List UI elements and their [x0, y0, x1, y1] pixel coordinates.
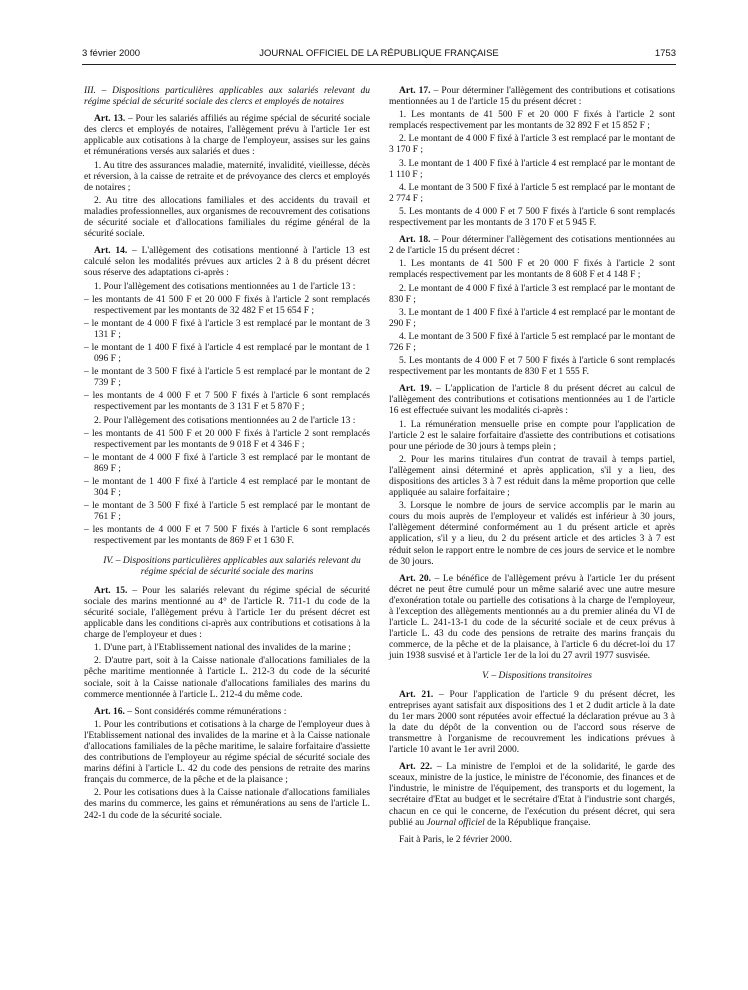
article-15-paragraph: 1. D'une part, à l'Etablissement national des invalides de la marine ;: [94, 643, 351, 654]
list-item: 1. Les montants de 41 500 F et 20 000 F fixés à l'article 2 sont remplacés respectivement par les montants de 8 608 F et 4 148 F ;: [389, 259, 675, 281]
list-item: – le montant de 1 400 F fixé à l'article 4 est remplacé par le montant de 1 096 F ;: [84, 342, 370, 365]
list-item: – le montant de 4 000 F fixé à l'article 3 est remplacé par le montant de 869 F ;: [84, 452, 370, 474]
article-13-paragraph: 2. Au titre des allocations familiales et des accidents du travail et maladies professionnelles, aux organismes de recouvrement des cotisations de sécurité sociale et d'allocations familiales du régime général de la sécurité sociale.: [84, 195, 370, 240]
list-item: – le montant de 1 400 F fixé à l'article 4 est remplacé par le montant de 304 F ;: [84, 477, 370, 499]
article-19-label: Art. 19.: [399, 384, 432, 395]
article-19-intro: Art. 19. – L'application de l'article 8 du présent décret au calcul de l'allègement des contributions et cotisations mentionnées au 1 de l'article 16 est effectuée suivant les modalités ci-après :: [389, 384, 675, 417]
article-14-intro: Art. 14. – L'allègement des cotisations mentionné à l'article 13 est calculé selon les modalités prévues aux articles 2 à 8 du présent décret sous réserve des adaptations ci-après :: [84, 246, 370, 279]
article-13-paragraph: 1. Au titre des assurances maladie, maternité, invalidité, vieillesse, décès et réversion, à la caisse de retraite et de prévoyance des clercs et employés de notaires ;: [84, 160, 370, 193]
list-item: – les montants de 4 000 F et 7 500 F fixés à l'article 6 sont remplacés respectivement par les montants de 3 131 F et 5 870 F ;: [84, 391, 370, 413]
article-18-label: Art. 18.: [399, 235, 431, 246]
article-20: Art. 20. – Le bénéfice de l'allègement prévu à l'article 1er du présent décret ne peut être cumulé pour un même salarié avec une autre mesure d'exonération totale ou partielle des cotisations à la charge de l'employeur, à l'exception des allègements mentionnés au a du premier alinéa du VI de l'article L. 241-13-1 du code de la sécurité sociale et de ceux prévus à l'article L. 43 du code des pensions de retraite des marins français du commerce, de la pêche et de la plaisance, à l'article 6 du décret-loi du 17 juin 1938 susvisé et à l'article 1er de la loi du 27 avril 1977 susvisée.: [389, 573, 675, 662]
list-item: 5. Les montants de 4 000 F et 7 500 F fixés à l'article 6 sont remplacés respectivement par les montants de 830 F et 1 555 F.: [389, 356, 675, 378]
article-16-intro: Art. 16. – Sont considérés comme rémunérations :: [94, 706, 287, 717]
article-22: Art. 22. – La ministre de l'emploi et de la solidarité, le garde des sceaux, ministre de la justice, le ministre de l'économie, des finances et de l'industrie, le ministre de l'équipement, des transports et du logement, la secrétaire d'Etat au budget et le secrétaire d'Etat à l'industrie sont chargés, chacun en ce qui le concerne, de l'exécution du présent décret, qui sera publié au Journal officiel de la République française.: [389, 762, 675, 828]
section-heading-iv: IV. – Dispositions particulières applicables aux salariés relevant du régime spécial de sécurité sociale des marins: [103, 555, 361, 577]
article-17-label: Art. 17.: [399, 86, 431, 96]
article-16-paragraph: 2. Pour les cotisations dues à la Caisse nationale d'allocations familiales des marins du commerce, les gains et rémunérations au sens de l'article L. 242-1 du code de la sécurité sociale.: [84, 788, 370, 821]
article-14-paragraph: 1. Pour l'allègement des cotisations mentionnées au 1 de l'article 13 :: [94, 281, 356, 292]
article-15-paragraph: 2. D'autre part, soit à la Caisse nationale d'allocations familiales de la pêche maritime mentionnée à l'article L. 212-3 du code de la sécurité sociale, soit à la Caisse nationale d'allocations familiales des marins du commerce mentionnée à l'article L. 212-4 du même code.: [84, 656, 370, 700]
list-item: – les montants de 41 500 F et 20 000 F fixés à l'article 2 sont remplacés respectivement par les montants de 32 482 F et 15 654 F ;: [84, 294, 370, 316]
article-16-paragraph: 1. Pour les contributions et cotisations à la charge de l'employeur dues à l'Etablissement national des invalides de la marine et à la Caisse nationale d'allocations familiales de la pêche maritime, le salaire forfaitaire d'assiette des contributions de l'employeur au régime spécial de sécurité sociale des marins défini à l'article L. 42 du code des pensions de retraite des marins français du commerce, de la pêche et de la plaisance ;: [84, 719, 370, 786]
list-item: – les montants de 41 500 F et 20 000 F fixés à l'article 2 sont remplacés respectivement par les montants de 9 018 F et 4 346 F ;: [84, 428, 370, 450]
article-13-label: Art. 13.: [94, 114, 126, 125]
list-item: – le montant de 3 500 F fixé à l'article 5 est remplacé par le montant de 2 739 F ;: [84, 367, 370, 389]
article-14-label: Art. 14.: [94, 246, 128, 257]
list-item: 2. Le montant de 4 000 F fixé à l'article 3 est remplacé par le montant de 3 170 F ;: [389, 134, 675, 156]
article-15-intro: Art. 15. – Pour les salariés relevant du régime spécial de sécurité sociale des marins mentionné au 4° de l'article R. 711-1 du code de la sécurité sociale, l'allègement prévu à l'article 1er du présent décret est applicable dans les conditions ci-après aux contributions et cotisations à la charge de l'employeur et dues :: [84, 585, 370, 641]
article-15-label: Art. 15.: [94, 585, 128, 596]
list-item: – le montant de 4 000 F fixé à l'article 3 est remplacé par le montant de 3 131 F ;: [84, 318, 370, 340]
article-21-label: Art. 21.: [399, 689, 434, 700]
article-13-intro: Art. 13. – Pour les salariés affiliés au régime spécial de sécurité sociale des clercs et employés de notaires, l'allègement prévu à l'article 1er est applicable aux cotisations à la charge de l'employeur, assises sur les gains et rémunérations versés aux salariés et dues :: [84, 114, 370, 158]
list-item: 2. Pour les marins titulaires d'un contrat de travail à temps partiel, l'allègement ainsi déterminé et après application, s'il y a lieu, des dispositions des articles 3 à 7 est réduit dans la même proportion que celle appliquée au salaire forfaitaire ;: [389, 454, 675, 499]
header-page-number: 1753: [654, 48, 676, 59]
list-item: 3. Le montant de 1 400 F fixé à l'article 4 est remplacé par le montant de 290 F ;: [389, 307, 675, 329]
list-item: 5. Les montants de 4 000 F et 7 500 F fixés à l'article 6 sont remplacés respectivement par les montants de 3 170 F et 5 945 F.: [389, 206, 675, 229]
article-14-paragraph: 2. Pour l'allègement des cotisations mentionnées au 2 de l'article 13 :: [94, 415, 356, 426]
header-journal-title: JOURNAL OFFICIEL DE LA RÉPUBLIQUE FRANÇAISE: [259, 48, 499, 59]
article-20-label: Art. 20.: [399, 573, 432, 584]
closing-line: Fait à Paris, le 2 février 2000.: [399, 834, 512, 845]
journal-officiel-title: Journal officiel: [426, 817, 485, 828]
list-item: 2. Le montant de 4 000 F fixé à l'article 3 est remplacé par le montant de 830 F ;: [389, 283, 675, 305]
list-item: 4. Le montant de 3 500 F fixé à l'article 5 est remplacé par le montant de 2 774 F ;: [389, 182, 675, 204]
list-item: 1. La rémunération mensuelle prise en compte pour l'application de l'article 2 est le salaire forfaitaire d'assiette des contributions et cotisations pour une période de 30 jours à temps plein ;: [389, 419, 675, 452]
header-date: 3 février 2000: [82, 48, 141, 59]
article-17-intro: Art. 17. – Pour déterminer l'allègement des contributions et cotisations mentionnées au 1 de l'article 15 du présent décret :: [389, 86, 675, 108]
section-heading-iii: III. – Dispositions particulières applicables aux salariés relevant du régime spécial de sécurité sociale des clercs et employés de notaires: [84, 86, 370, 108]
right-column: [389, 86, 675, 848]
list-item: – les montants de 4 000 F et 7 500 F fixés à l'article 6 sont remplacés respectivement par les montants de 869 F et 1 630 F.: [84, 525, 370, 547]
list-item: – le montant de 3 500 F fixé à l'article 5 est remplacé par le montant de 761 F ;: [84, 501, 370, 523]
article-21: Art. 21. – Pour l'application de l'article 9 du présent décret, les entreprises ayant satisfait aux dispositions des 1 et 2 dudit article à la date du 1er mars 2000 sont réputées avoir effectué la déclaration prévue au 3 à la date du dépôt de la convention ou de l'accord sous réserve de transmettre à l'organisme de recouvrement les indications prévues à l'article 10 avant le 1er avril 2000.: [389, 689, 675, 756]
list-item: 4. Le montant de 3 500 F fixé à l'article 5 est remplacé par le montant de 726 F ;: [389, 331, 675, 353]
list-item: 3. Le montant de 1 400 F fixé à l'article 4 est remplacé par le montant de 1 110 F ;: [389, 158, 675, 180]
article-22-label: Art. 22.: [399, 762, 433, 773]
section-heading-v: V. – Dispositions transitoires: [482, 670, 592, 681]
header-rule: [82, 64, 676, 65]
left-column: [84, 86, 370, 824]
page-header: [82, 48, 676, 62]
article-18-intro: Art. 18. – Pour déterminer l'allègement des cotisations mentionnées au 2 de l'article 15 du présent décret :: [389, 235, 675, 257]
article-16-label: Art. 16.: [94, 706, 125, 717]
list-item: 1. Les montants de 41 500 F et 20 000 F fixés à l'article 2 sont remplacés respectivement par les montants de 32 892 F et 15 852 F ;: [389, 110, 675, 132]
list-item: 3. Lorsque le nombre de jours de service accomplis par le marin au cours du mois auprès de l'employeur et validés est inférieur à 30 jours, l'allègement déterminé conformément au 1 du présent article et après application, s'il y a lieu, du 2 du présent article et des articles 3 à 7 est réduit selon le rapport entre le nombre de ces jours de service et le nombre de 30 jours.: [389, 501, 675, 567]
